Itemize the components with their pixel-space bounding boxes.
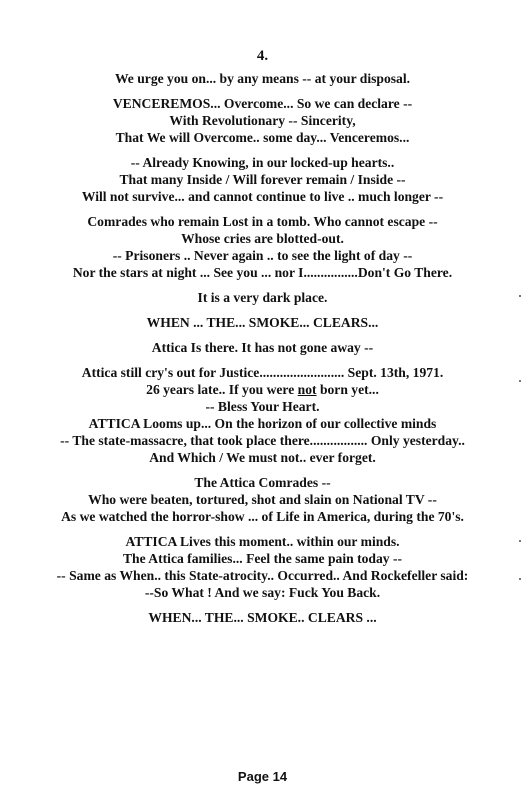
poem-line: WHEN... THE... SMOKE.. CLEARS ... — [148, 610, 377, 625]
poem-line — [30, 381, 495, 398]
poem-line: ATTICA Lives this moment.. within our minds. — [125, 534, 400, 549]
poem-line: Nor the stars at night ... See you ... nor I................Don't Go There. — [72, 265, 453, 280]
stanza-4 — [30, 213, 495, 281]
stanza-7 — [30, 339, 495, 356]
stanza-3 — [30, 154, 495, 205]
stanza-2 — [30, 95, 495, 146]
poem-line: The Attica Comrades -- — [194, 475, 331, 490]
section-number: 4. — [256, 48, 269, 64]
stanza-8 — [30, 364, 495, 466]
poem-line: -- The state-massacre, that took place there................. Only yesterday.. — [60, 433, 465, 448]
scan-speck — [519, 578, 521, 580]
poem-line: With Revolutionary -- Sincerity, — [169, 113, 356, 128]
poem-body — [30, 70, 495, 634]
poem-line: VENCEREMOS... Overcome... So we can declare -- — [112, 96, 413, 111]
line-part: born yet... — [316, 382, 379, 397]
poem-line: It is a very dark place. — [197, 290, 328, 305]
underlined-word: not — [297, 382, 317, 397]
stanza-10 — [30, 533, 495, 601]
scan-speck — [519, 295, 521, 297]
stanza-6 — [30, 314, 495, 331]
scan-speck — [519, 540, 521, 542]
poem-line: Will not survive... and cannot continue to live .. much longer -- — [81, 189, 444, 204]
poem-line: Comrades who remain Lost in a tomb. Who cannot escape -- — [87, 214, 438, 229]
stanza-1 — [30, 70, 495, 87]
scan-speck — [519, 380, 521, 382]
poem-line: That many Inside / Will forever remain / Inside -- — [119, 172, 406, 187]
page-footer: Page 14 — [237, 769, 288, 784]
poem-line: The Attica families... Feel the same pain today -- — [122, 551, 402, 566]
poem-line: As we watched the horror-show ... of Life in America, during the 70's. — [61, 509, 464, 524]
poem-line: Attica Is there. It has not gone away -- — [151, 340, 374, 355]
poem-line: We urge you on... by any means -- at your disposal. — [114, 71, 411, 86]
poem-line: -- Same as When.. this State-atrocity.. Occurred.. And Rockefeller said: — [56, 568, 469, 583]
poem-line: WHEN ... THE... SMOKE... CLEARS... — [146, 315, 379, 330]
poem-line: Whose cries are blotted-out. — [181, 231, 344, 246]
stanza-5 — [30, 289, 495, 306]
poem-line: -- Prisoners .. Never again .. to see the light of day -- — [112, 248, 413, 263]
poem-line: Attica still cry's out for Justice......................... Sept. 13th, 1971. — [81, 365, 444, 380]
stanza-11 — [30, 609, 495, 626]
poem-line: --So What ! And we say: Fuck You Back. — [144, 585, 381, 600]
poem-line: Who were beaten, tortured, shot and slain on National TV -- — [88, 492, 437, 507]
poem-line: -- Already Knowing, in our locked-up hearts.. — [130, 155, 395, 170]
stanza-9 — [30, 474, 495, 525]
poem-line: -- Bless Your Heart. — [205, 399, 320, 414]
poem-line: That We will Overcome.. some day... Venceremos... — [115, 130, 410, 145]
poem-line: And Which / We must not.. ever forget. — [149, 450, 376, 465]
line-part: 26 years late.. If you were — [146, 382, 298, 397]
poem-line: ATTICA Looms up... On the horizon of our collective minds — [88, 416, 437, 431]
